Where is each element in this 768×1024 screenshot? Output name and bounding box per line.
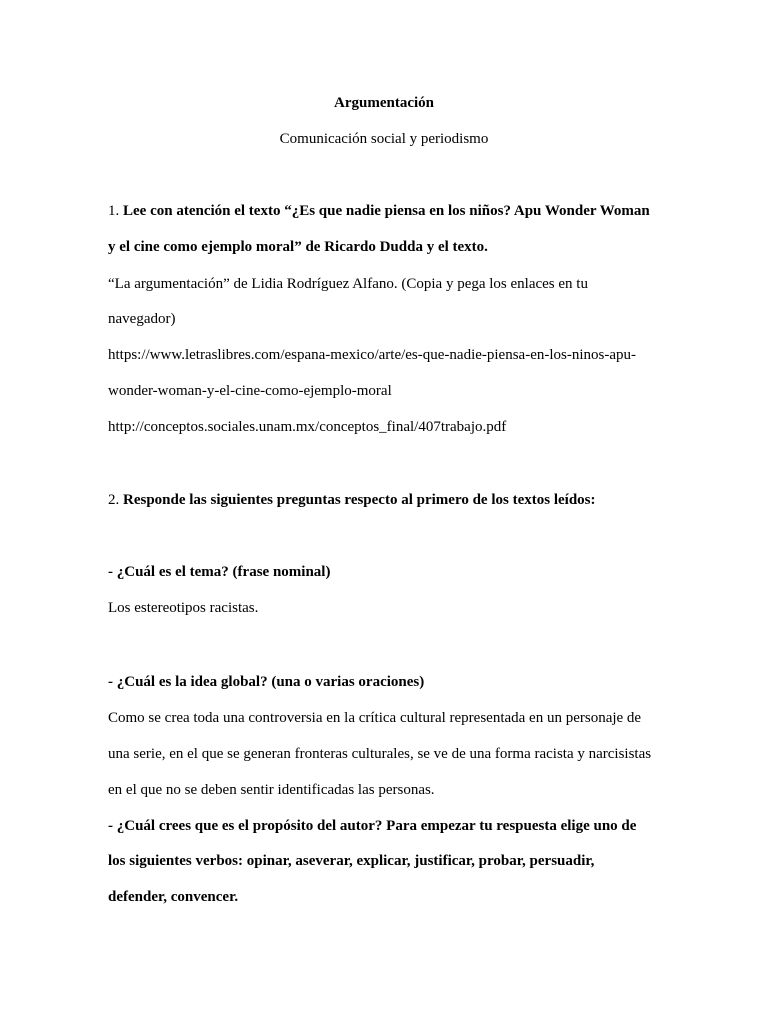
- document-title: Argumentación: [334, 95, 434, 111]
- q1-text-line-2: navegador): [108, 311, 176, 327]
- q1-number: 1.: [108, 203, 120, 219]
- tema-answer: Los estereotipos racistas.: [108, 600, 259, 616]
- q1-instruction-line-2: y el cine como ejemplo moral” de Ricardo Dudda y el texto.: [108, 239, 488, 255]
- q2-number: 2.: [108, 492, 120, 508]
- idea-question: - ¿Cuál es la idea global? (una o varias oraciones): [108, 674, 425, 690]
- idea-answer-line-3: en el que no se deben sentir identificadas las personas.: [108, 782, 435, 798]
- q2-instruction: [108, 491, 596, 509]
- document-subtitle: Comunicación social y periodismo: [279, 131, 489, 147]
- idea-answer-line-2: una serie, en el que se generan fronteras culturales, se ve de una forma racista y narcisistas: [108, 746, 652, 762]
- q1-url-1-line-2[interactable]: wonder-woman-y-el-cine-como-ejemplo-moral: [108, 383, 392, 399]
- proposito-question-line-3: defender, convencer.: [108, 889, 239, 905]
- idea-answer-line-1: Como se crea toda una controversia en la crítica cultural representada en un personaje de: [108, 710, 642, 726]
- proposito-question-line-2: los siguientes verbos: opinar, aseverar, explicar, justificar, probar, persuadir,: [108, 853, 595, 869]
- q1-instruction-text: Lee con atención el texto “¿Es que nadie piensa en los niños? Apu Wonder Woman: [123, 203, 650, 219]
- q1-url-2[interactable]: http://conceptos.sociales.unam.mx/conceptos_final/407trabajo.pdf: [108, 419, 507, 435]
- q1-instruction-line-1: [108, 202, 650, 220]
- q2-instruction-text: Responde las siguientes preguntas respecto al primero de los textos leídos:: [123, 492, 596, 508]
- tema-question: - ¿Cuál es el tema? (frase nominal): [108, 564, 331, 580]
- q1-url-1-line-1[interactable]: https://www.letraslibres.com/espana-mexico/arte/es-que-nadie-piensa-en-los-ninos-apu-: [108, 347, 637, 363]
- proposito-question-line-1: - ¿Cuál crees que es el propósito del autor? Para empezar tu respuesta elige uno de: [108, 818, 637, 834]
- q1-text-line-1: “La argumentación” de Lidia Rodríguez Alfano. (Copia y pega los enlaces en tu: [108, 276, 588, 292]
